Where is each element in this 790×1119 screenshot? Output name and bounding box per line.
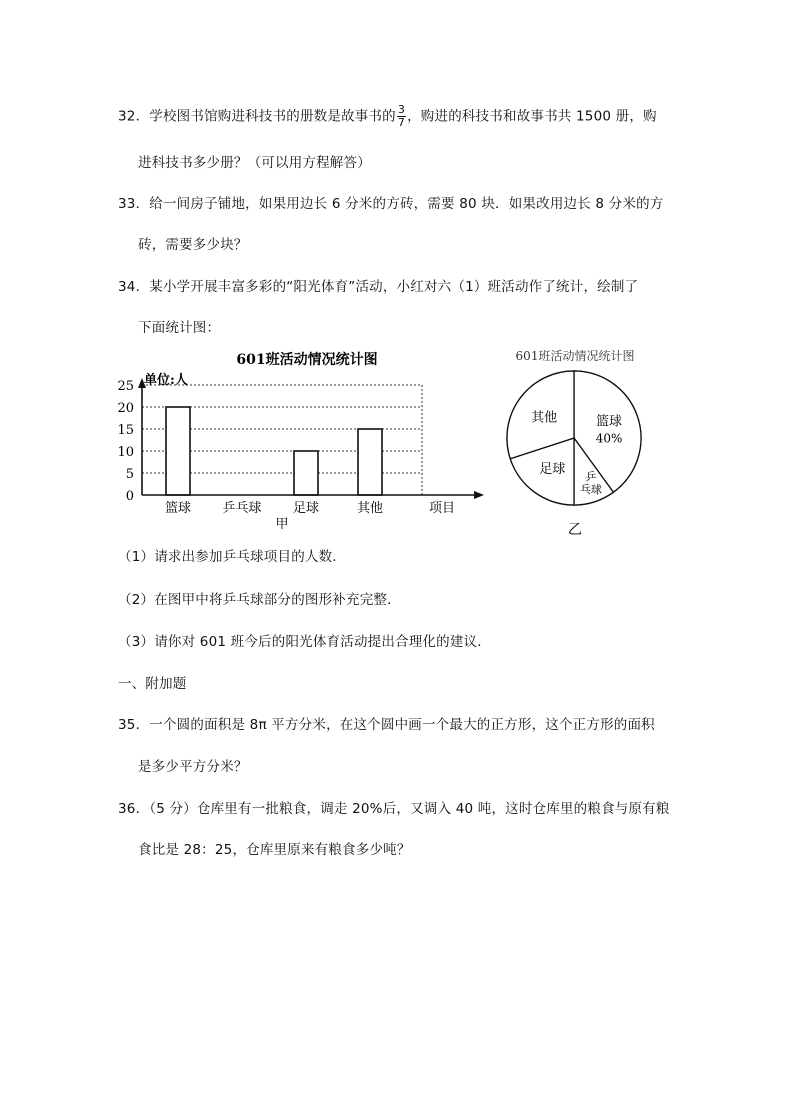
bar-chart-ytick: 5 <box>125 467 134 482</box>
bar-chart-ytick: 20 <box>117 401 134 416</box>
bar-chart-xtick: 篮球 <box>164 501 192 516</box>
q32-fraction-denominator: 7 <box>397 116 406 129</box>
bar-0 <box>166 407 190 495</box>
q32-text-after: ，购进的科技书和故事书共 1500 册，购 <box>407 108 657 125</box>
bar-chart-caption: 甲 <box>275 517 289 532</box>
q32-text-before: 学校图书馆购进科技书的册数是故事书的 <box>149 108 396 125</box>
pie-chart-caption: 乙 <box>568 522 582 538</box>
q33-line2: 砖，需要多少块？ <box>138 237 248 253</box>
section-title: 一、附加题 <box>118 676 187 692</box>
q34-number: 34． <box>118 279 150 295</box>
q32-number: 32． <box>118 108 150 125</box>
bar-chart-xlabels <box>165 500 383 516</box>
q35-line2: 是多少平方分米？ <box>138 759 248 775</box>
pie-label-3: 其他 <box>531 410 558 426</box>
q34-line1 <box>118 275 638 295</box>
q32-fraction-numerator: 3 <box>397 103 406 116</box>
q36-line2: 食比是 28：25，仓库里原来有粮食多少吨？ <box>138 842 411 858</box>
bar-chart-ytick: 25 <box>117 379 134 394</box>
q34-text: 某小学开展丰富多彩的“阳光体育”活动，小红对六（1）班活动作了统计，绘制了 <box>149 279 639 295</box>
q33-line1 <box>118 192 663 212</box>
pie-chart-title: 601班活动情况统计图 <box>515 349 635 363</box>
bar-chart-ylabel: 单位:人 <box>144 373 188 388</box>
q33-number: 33． <box>118 196 150 212</box>
q34-line2: 下面统计图： <box>138 320 221 336</box>
bar-chart-title: 601班活动情况统计图 <box>236 352 378 368</box>
pie-chart <box>488 342 668 542</box>
bar-chart-xtick: 其他 <box>356 501 384 516</box>
bar-3 <box>358 429 382 495</box>
bar-chart <box>112 342 497 532</box>
q33-text: 给一间房子铺地，如果用边长 6 分米的方砖，需要 80 块．如果改用边长 8 分米的方 <box>149 196 664 212</box>
bar-chart-ytick: 10 <box>117 445 134 460</box>
bar-chart-xlabel: 项目 <box>428 501 456 516</box>
q35-number: 35． <box>118 717 150 733</box>
q34-sub1: （1）请求出参加乒乓球项目的人数． <box>118 549 346 565</box>
bar-chart-x-arrow <box>474 491 484 499</box>
bar-2 <box>294 451 318 495</box>
pie-label-1: 乒乓球 <box>579 469 602 496</box>
pie-label-0: 篮球 <box>596 414 623 430</box>
bar-chart-xtick: 乒乓球 <box>222 501 262 516</box>
q34-sub3: （3）请你对 601 班今后的阳光体育活动提出合理化的建议． <box>118 634 491 650</box>
bar-chart-yticks <box>117 379 134 504</box>
bar-chart-xtick: 足球 <box>292 501 320 516</box>
q32-fraction <box>397 104 406 129</box>
q32-line1 <box>118 104 657 129</box>
q36-line1 <box>118 797 670 817</box>
pie-label-2: 足球 <box>539 461 566 477</box>
q36-number: 36． <box>118 801 150 817</box>
q32-line2: 进科技书多少册？（可以用方程解答） <box>138 155 371 171</box>
q36-text: （5 分）仓库里有一批粮食，调走 20%后，又调入 40 吨，这时仓库里的粮食与原有粮 <box>149 801 670 817</box>
q35-text: 一个圆的面积是 8π 平方分米，在这个圆中画一个最大的正方形，这个正方形的面积 <box>149 717 655 733</box>
pie-percent-label: 40% <box>595 431 623 446</box>
q35-line1 <box>118 713 655 733</box>
bar-chart-ytick: 0 <box>125 489 134 504</box>
q34-sub2: （2）在图甲中将乒乓球部分的图形补充完整． <box>118 592 401 608</box>
bar-chart-ytick: 15 <box>117 423 134 438</box>
